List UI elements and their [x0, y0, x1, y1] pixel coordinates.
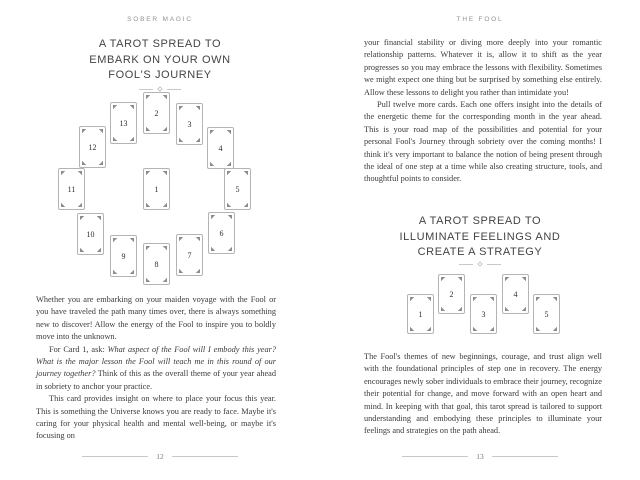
- tarot-card-1: [143, 168, 170, 210]
- running-head-right: THE FOOL: [456, 16, 504, 23]
- footer-rule: [492, 456, 558, 457]
- tarot-card-7: [176, 234, 203, 276]
- card-number: 4: [513, 289, 518, 299]
- heading-line: EMBARK ON YOUR OWN: [89, 53, 231, 66]
- left-chapter-heading: [0, 37, 320, 84]
- card-number: 6: [219, 228, 224, 238]
- card-number: 12: [88, 142, 97, 152]
- heading-line: A TAROT SPREAD TO: [418, 215, 542, 227]
- page-number: 12: [156, 452, 164, 461]
- card-number: 2: [154, 108, 159, 118]
- card-number: 13: [119, 118, 128, 128]
- right-body-text-top: [364, 37, 602, 186]
- card-number: 11: [67, 184, 76, 194]
- footer-rule: [172, 456, 238, 457]
- paragraph: [36, 344, 276, 394]
- paragraph-italic-text: What aspect of the Fool will I embody this year? What is the major lesson the Fool will teach me in this round of our journey together?: [36, 344, 276, 379]
- tarot-card-4: [207, 127, 234, 169]
- right-page-footer: [320, 452, 640, 461]
- card-number: 2: [449, 289, 454, 299]
- tarot-card-12: [79, 126, 106, 168]
- tarot-card-13: [110, 102, 137, 144]
- card-number: 3: [187, 119, 192, 129]
- tarot-card-10: [77, 213, 104, 255]
- card-number: 10: [86, 229, 95, 239]
- tarot-card-1: [407, 294, 434, 334]
- tarot-card-3: [176, 103, 203, 145]
- heading-line: CREATE A STRATEGY: [417, 246, 543, 258]
- heading-line: A TAROT SPREAD TO: [98, 38, 222, 50]
- tarot-card-11: [58, 168, 85, 210]
- card-number: 7: [187, 250, 192, 260]
- running-head-left: SOBER MAGIC: [127, 16, 193, 23]
- tarot-card-5: [533, 294, 560, 334]
- tarot-card-4: [502, 274, 529, 314]
- left-body-text: [36, 294, 276, 443]
- diamond-divider-ornament: [0, 87, 320, 91]
- right-body-text-bottom: [364, 351, 602, 438]
- card-number: 9: [121, 251, 126, 261]
- card-number: 8: [154, 259, 159, 269]
- card-number: 1: [418, 309, 423, 319]
- paragraph: your financial stability or diving more deeply into your romantic relationship patterns. Whatever it is, allow it to shift as the year progresses so you may embrace the lessons with flexibility. Sometimes we might expect one thing but be surprised by something else entirely. Allow these lessons to delight you rather than intimidate you!: [364, 38, 602, 97]
- tarot-card-8: [143, 243, 170, 285]
- paragraph: Pull twelve more cards. Each one offers insight into the details of the energetic theme for the corresponding month in the year ahead. This is your road map of the possibilities and potential for your personal Fool's Journey through sobriety over the coming months! I think it's very important to balance the notion of being present through the ideal of one step at a time while also creating structure, tools, and thoughtful points to consider.: [364, 100, 602, 184]
- heading-line: FOOL'S JOURNEY: [108, 69, 212, 81]
- heading-line: ILLUMINATE FEELINGS AND: [399, 230, 561, 243]
- diamond-divider-ornament: [320, 262, 640, 266]
- ornament-line: [487, 264, 501, 265]
- card-number: 1: [154, 184, 159, 194]
- tarot-card-3: [470, 294, 497, 334]
- card-number: 5: [544, 309, 549, 319]
- card-number: 3: [481, 309, 486, 319]
- ornament-line: [167, 89, 181, 90]
- tarot-card-2: [143, 92, 170, 134]
- ornament-line: [459, 264, 473, 265]
- paragraph: This card provides insight on where to place your focus this year. This is something the Universe knows you are ready to face. Maybe it's caring for your physical health and mental well-being, or maybe it's focusing on: [36, 394, 276, 441]
- tarot-card-2: [438, 274, 465, 314]
- footer-rule: [82, 456, 148, 457]
- paragraph-text: Think of this as the overall theme of your year ahead in sobriety to anchor your practice.: [36, 369, 277, 391]
- card-number: 5: [235, 184, 240, 194]
- page-right: [320, 0, 640, 480]
- paragraph: Whether you are embarking on your maiden voyage with the Fool or you have traveled the path many times over, there is always something new to discover! Allow the energy of the Fool to inspire you to boldly move into the unknown.: [36, 295, 276, 342]
- tarot-card-6: [208, 212, 235, 254]
- tarot-card-5: [224, 168, 251, 210]
- card-number: 4: [218, 143, 223, 153]
- tarot-card-9: [110, 235, 137, 277]
- paragraph-text: For Card 1, ask:: [49, 344, 108, 354]
- right-chapter-heading: [320, 214, 640, 261]
- left-page-footer: [0, 452, 320, 461]
- diamond-icon: [157, 86, 163, 92]
- paragraph: The Fool's themes of new beginnings, courage, and trust align well with the foundational principles of step one in recovery. The energy encourages newly sober individuals to embrace their journey, recognize their potential for change, and move forward with an open heart and mind. In keeping with that goal, this tarot spread is tailored to support understanding and embodying these principles to illuminate your feelings and strategies on the path ahead.: [364, 352, 602, 436]
- footer-rule: [402, 456, 468, 457]
- diamond-icon: [477, 261, 483, 267]
- page-number: 13: [476, 452, 484, 461]
- ornament-line: [139, 89, 153, 90]
